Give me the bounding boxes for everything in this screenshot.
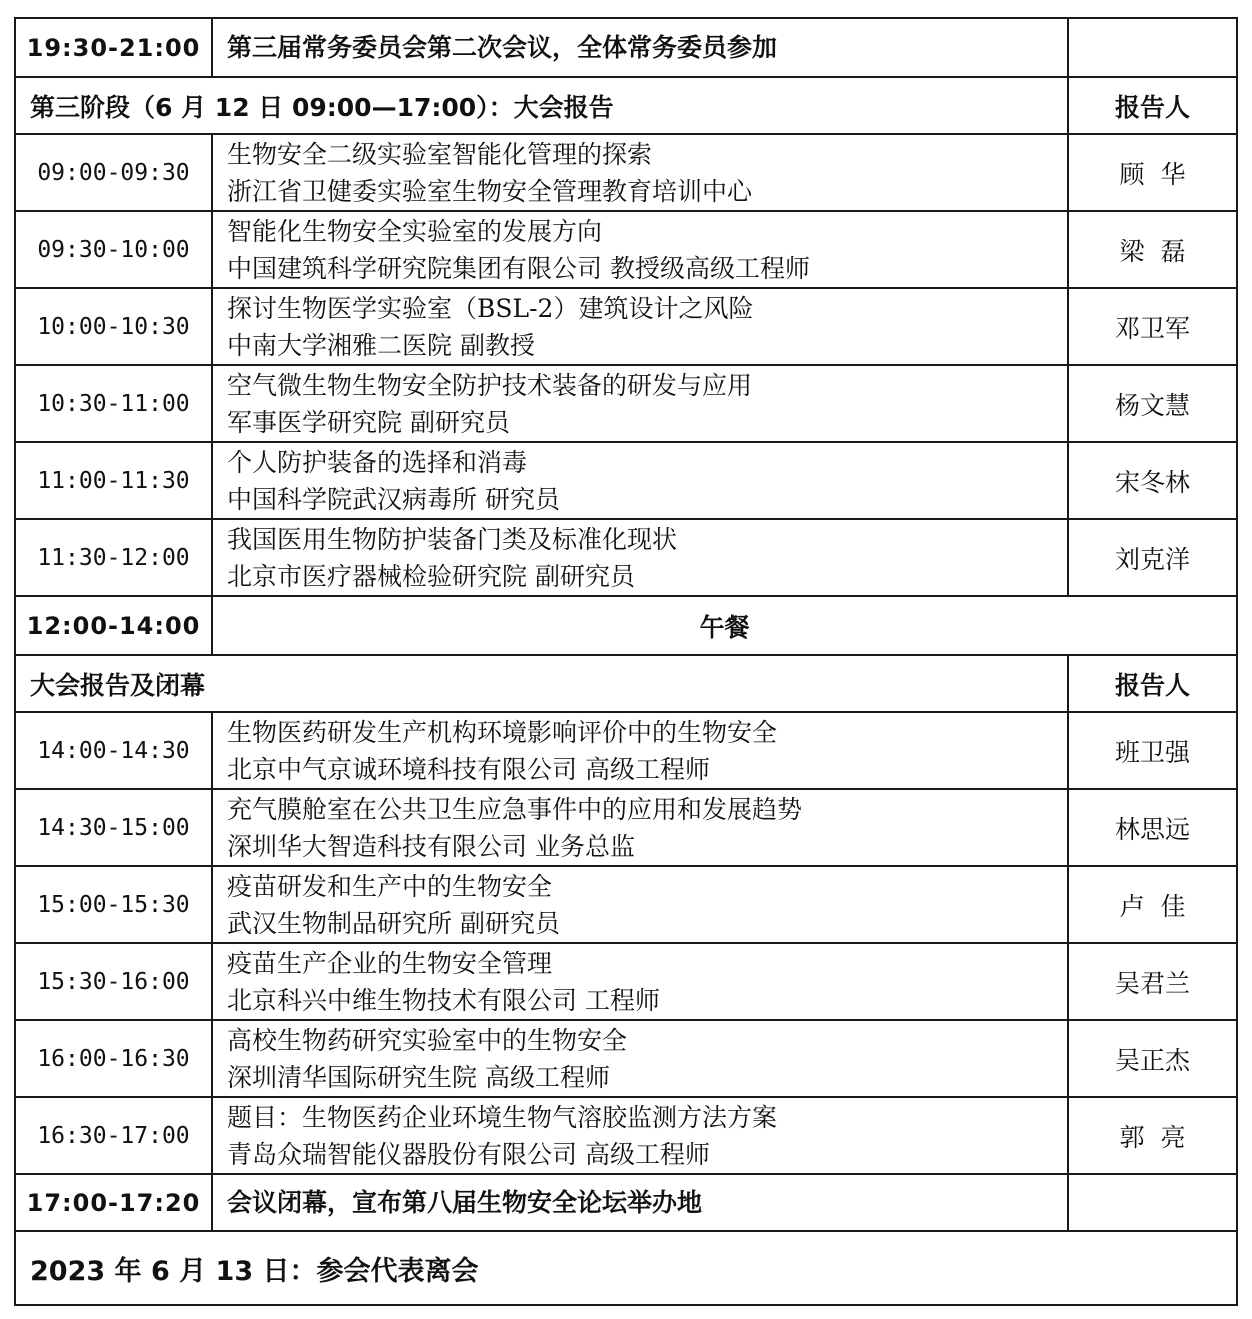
session-row: [15, 442, 1237, 519]
topic-cell: [212, 789, 1068, 866]
speaker-name: 郭 亮: [1068, 1097, 1237, 1174]
time-cell: 17:00-17:20: [15, 1174, 212, 1231]
session-title: 空气微生物生物安全防护技术装备的研发与应用: [227, 370, 753, 400]
meeting-description: 第三届常务委员会第二次会议，全体常务委员参加: [212, 18, 1068, 77]
session-affiliation: 北京科兴中维生物技术有限公司 工程师: [227, 985, 660, 1015]
topic-cell: [212, 1097, 1068, 1174]
speaker-name: 吴君兰: [1068, 943, 1237, 1020]
topic-cell: [212, 365, 1068, 442]
time-cell: 14:00-14:30: [15, 712, 212, 789]
session-row: [15, 288, 1237, 365]
speaker-name: 邓卫军: [1068, 288, 1237, 365]
session-title: 题目：生物医药企业环境生物气溶胶监测方法方案: [227, 1102, 778, 1132]
session-title: 探讨生物医学实验室（BSL-2）建筑设计之风险: [227, 293, 754, 323]
afternoon-header-row: [15, 655, 1237, 712]
speaker-name: 梁 磊: [1068, 211, 1237, 288]
departure-note: 2023 年 6 月 13 日：参会代表离会: [15, 1231, 1237, 1305]
session-affiliation: 中南大学湘雅二医院 副教授: [227, 330, 535, 360]
topic-cell: [212, 211, 1068, 288]
session-affiliation: 深圳华大智造科技有限公司 业务总监: [227, 831, 635, 861]
speaker-name: 吴正杰: [1068, 1020, 1237, 1097]
session-affiliation: 深圳清华国际研究生院 高级工程师: [227, 1062, 610, 1092]
time-cell: 09:30-10:00: [15, 211, 212, 288]
session-row: [15, 866, 1237, 943]
session-affiliation: 中国科学院武汉病毒所 研究员: [227, 484, 560, 514]
session-title: 高校生物药研究实验室中的生物安全: [227, 1025, 628, 1055]
session-affiliation: 北京中气京诚环境科技有限公司 高级工程师: [227, 754, 710, 784]
topic-cell: [212, 712, 1068, 789]
session-row: [15, 943, 1237, 1020]
speaker-name: 林思远: [1068, 789, 1237, 866]
session-title: 生物安全二级实验室智能化管理的探索: [227, 139, 653, 169]
time-cell: 10:00-10:30: [15, 288, 212, 365]
stage3-title: 第三阶段（6 月 12 日 09:00—17:00）：大会报告: [15, 77, 1068, 134]
closing-description: 会议闭幕，宣布第八届生物安全论坛举办地: [212, 1174, 1068, 1231]
session-affiliation: 青岛众瑞智能仪器股份有限公司 高级工程师: [227, 1139, 710, 1169]
topic-cell: [212, 288, 1068, 365]
topic-cell: [212, 943, 1068, 1020]
time-cell: 10:30-11:00: [15, 365, 212, 442]
session-row: [15, 519, 1237, 596]
speaker-cell: [1068, 18, 1237, 77]
afternoon-title: 大会报告及闭幕: [15, 655, 1068, 712]
speaker-name: 班卫强: [1068, 712, 1237, 789]
session-title: 我国医用生物防护装备门类及标准化现状: [227, 524, 678, 554]
topic-cell: [212, 1020, 1068, 1097]
time-cell: 15:30-16:00: [15, 943, 212, 1020]
time-cell: 19:30-21:00: [15, 18, 212, 77]
time-cell: 16:00-16:30: [15, 1020, 212, 1097]
session-title: 生物医药研发生产机构环境影响评价中的生物安全: [227, 717, 778, 747]
afternoon-sessions: [15, 712, 1237, 1174]
session-title: 充气膜舱室在公共卫生应急事件中的应用和发展趋势: [227, 794, 803, 824]
topic-cell: [212, 442, 1068, 519]
speaker-name: 刘克洋: [1068, 519, 1237, 596]
closing-row: [15, 1174, 1237, 1231]
session-row: [15, 211, 1237, 288]
time-cell: 11:00-11:30: [15, 442, 212, 519]
topic-cell: [212, 519, 1068, 596]
session-row: [15, 789, 1237, 866]
schedule-table: [14, 17, 1238, 1306]
committee-meeting-row: [15, 18, 1237, 77]
session-affiliation: 北京市医疗器械检验研究院 副研究员: [227, 561, 635, 591]
session-affiliation: 军事医学研究院 副研究员: [227, 407, 510, 437]
session-row: [15, 1097, 1237, 1174]
time-cell: 09:00-09:30: [15, 134, 212, 211]
time-cell: 16:30-17:00: [15, 1097, 212, 1174]
speaker-column-label: 报告人: [1068, 77, 1237, 134]
speaker-name: 卢 佳: [1068, 866, 1237, 943]
speaker-name: 宋冬林: [1068, 442, 1237, 519]
session-affiliation: 中国建筑科学研究院集团有限公司 教授级高级工程师: [227, 253, 810, 283]
footer-row: [15, 1231, 1237, 1305]
lunch-label: 午餐: [212, 596, 1237, 655]
lunch-row: [15, 596, 1237, 655]
session-row: [15, 134, 1237, 211]
time-cell: 12:00-14:00: [15, 596, 212, 655]
session-row: [15, 365, 1237, 442]
time-cell: 15:00-15:30: [15, 866, 212, 943]
session-affiliation: 武汉生物制品研究所 副研究员: [227, 908, 560, 938]
speaker-name: 杨文慧: [1068, 365, 1237, 442]
session-title: 疫苗研发和生产中的生物安全: [227, 871, 553, 901]
session-row: [15, 712, 1237, 789]
speaker-name: 顾 华: [1068, 134, 1237, 211]
time-cell: 14:30-15:00: [15, 789, 212, 866]
topic-cell: [212, 866, 1068, 943]
stage3-header-row: [15, 77, 1237, 134]
session-title: 智能化生物安全实验室的发展方向: [227, 216, 603, 246]
session-title: 个人防护装备的选择和消毒: [227, 447, 528, 477]
session-row: [15, 1020, 1237, 1097]
topic-cell: [212, 134, 1068, 211]
speaker-cell: [1068, 1174, 1237, 1231]
session-title: 疫苗生产企业的生物安全管理: [227, 948, 553, 978]
session-affiliation: 浙江省卫健委实验室生物安全管理教育培训中心: [227, 176, 753, 206]
speaker-column-label: 报告人: [1068, 655, 1237, 712]
morning-sessions: [15, 134, 1237, 596]
time-cell: 11:30-12:00: [15, 519, 212, 596]
